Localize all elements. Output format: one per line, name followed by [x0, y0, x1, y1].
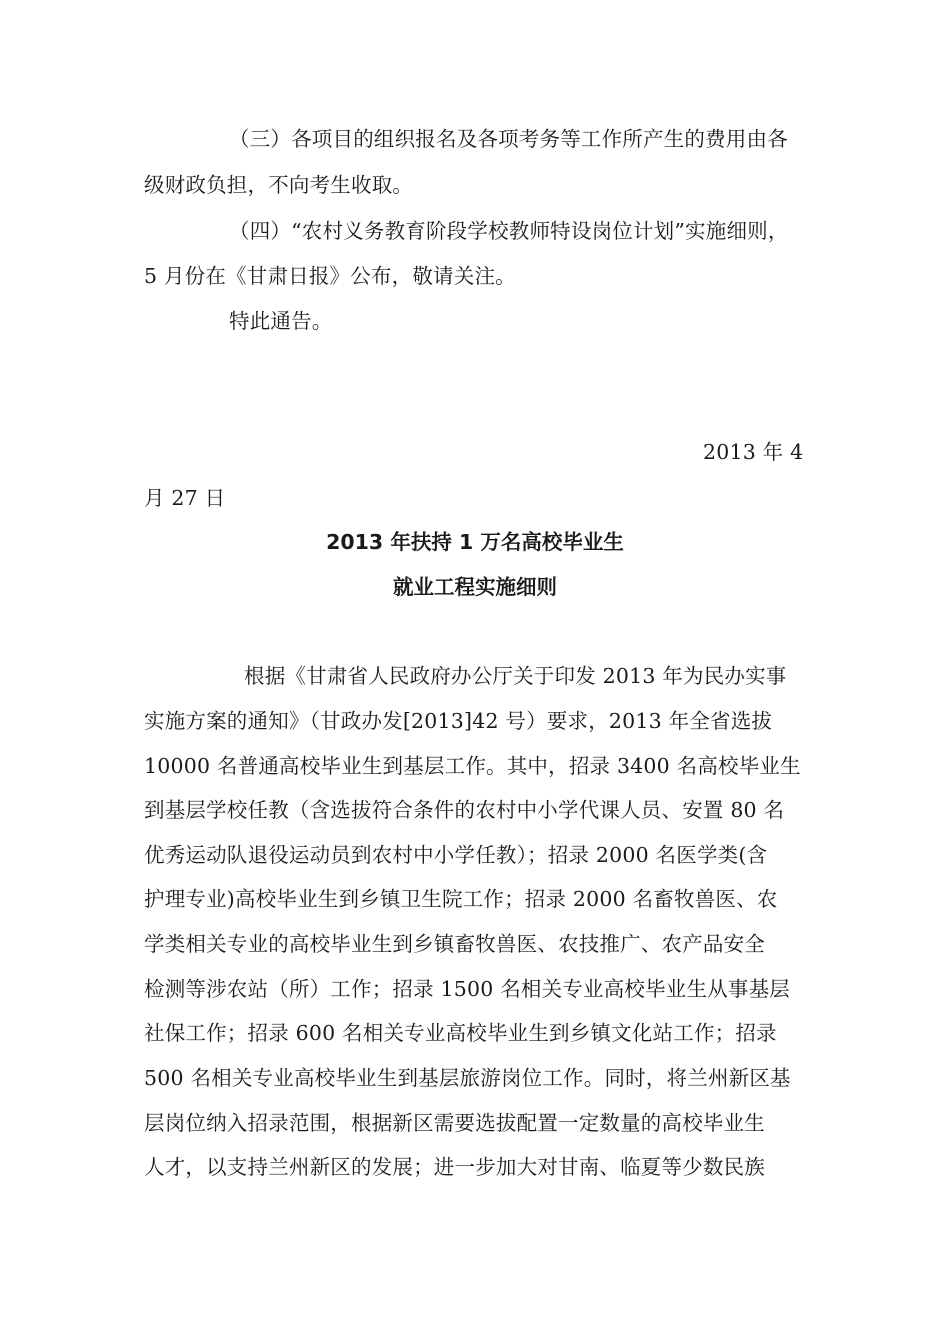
- rules-body-line: 优秀运动队退役运动员到农村中小学任教）；招录 2000 名医学类(含: [144, 843, 768, 867]
- rules-body-line: 10000 名普通高校毕业生到基层工作。其中，招录 3400 名高校毕业生: [144, 754, 801, 778]
- notice-line: 5 月份在《甘肃日报》公布，敬请关注。: [144, 264, 516, 288]
- rules-body-line: 人才，以支持兰州新区的发展；进一步加大对甘南、临夏等少数民族: [144, 1155, 765, 1179]
- notice-line: 级财政负担，不向考生收取。: [144, 173, 414, 197]
- rules-body-line: 500 名相关专业高校毕业生到基层旅游岗位工作。同时，将兰州新区基: [144, 1066, 791, 1090]
- notice-date-year: 2013 年 4: [703, 440, 804, 464]
- rules-body-line: 护理专业)高校毕业生到乡镇卫生院工作；招录 2000 名畜牧兽医、农: [144, 887, 778, 911]
- notice-line: （四）“农村义务教育阶段学校教师特设岗位计划”实施细则，: [229, 219, 789, 243]
- rules-body-line: 根据《甘肃省人民政府办公厅关于印发 2013 年为民办实事: [244, 664, 787, 688]
- rules-body-line: 学类相关专业的高校毕业生到乡镇畜牧兽医、农技推广、农产品安全: [144, 932, 765, 956]
- rules-title-line1: 2013 年扶持 1 万名高校毕业生: [326, 530, 624, 554]
- rules-body-line: 实施方案的通知》（甘政办发[2013]42 号）要求，2013 年全省选拔: [144, 709, 773, 733]
- rules-body-line: 层岗位纳入招录范围，根据新区需要选拔配置一定数量的高校毕业生: [144, 1111, 765, 1135]
- rules-body-line: 社保工作；招录 600 名相关专业高校毕业生到乡镇文化站工作；招录: [144, 1021, 777, 1045]
- notice-closing: 特此通告。: [229, 309, 333, 333]
- rules-title-line2: 就业工程实施细则: [393, 575, 557, 599]
- rules-body-line: 检测等涉农站（所）工作；招录 1500 名相关专业高校毕业生从事基层: [144, 977, 791, 1001]
- rules-body-line: 到基层学校任教（含选拔符合条件的农村中小学代课人员、安置 80 名: [144, 798, 785, 822]
- notice-line: （三）各项目的组织报名及各项考务等工作所产生的费用由各: [229, 127, 788, 151]
- notice-date-day: 月 27 日: [144, 486, 226, 510]
